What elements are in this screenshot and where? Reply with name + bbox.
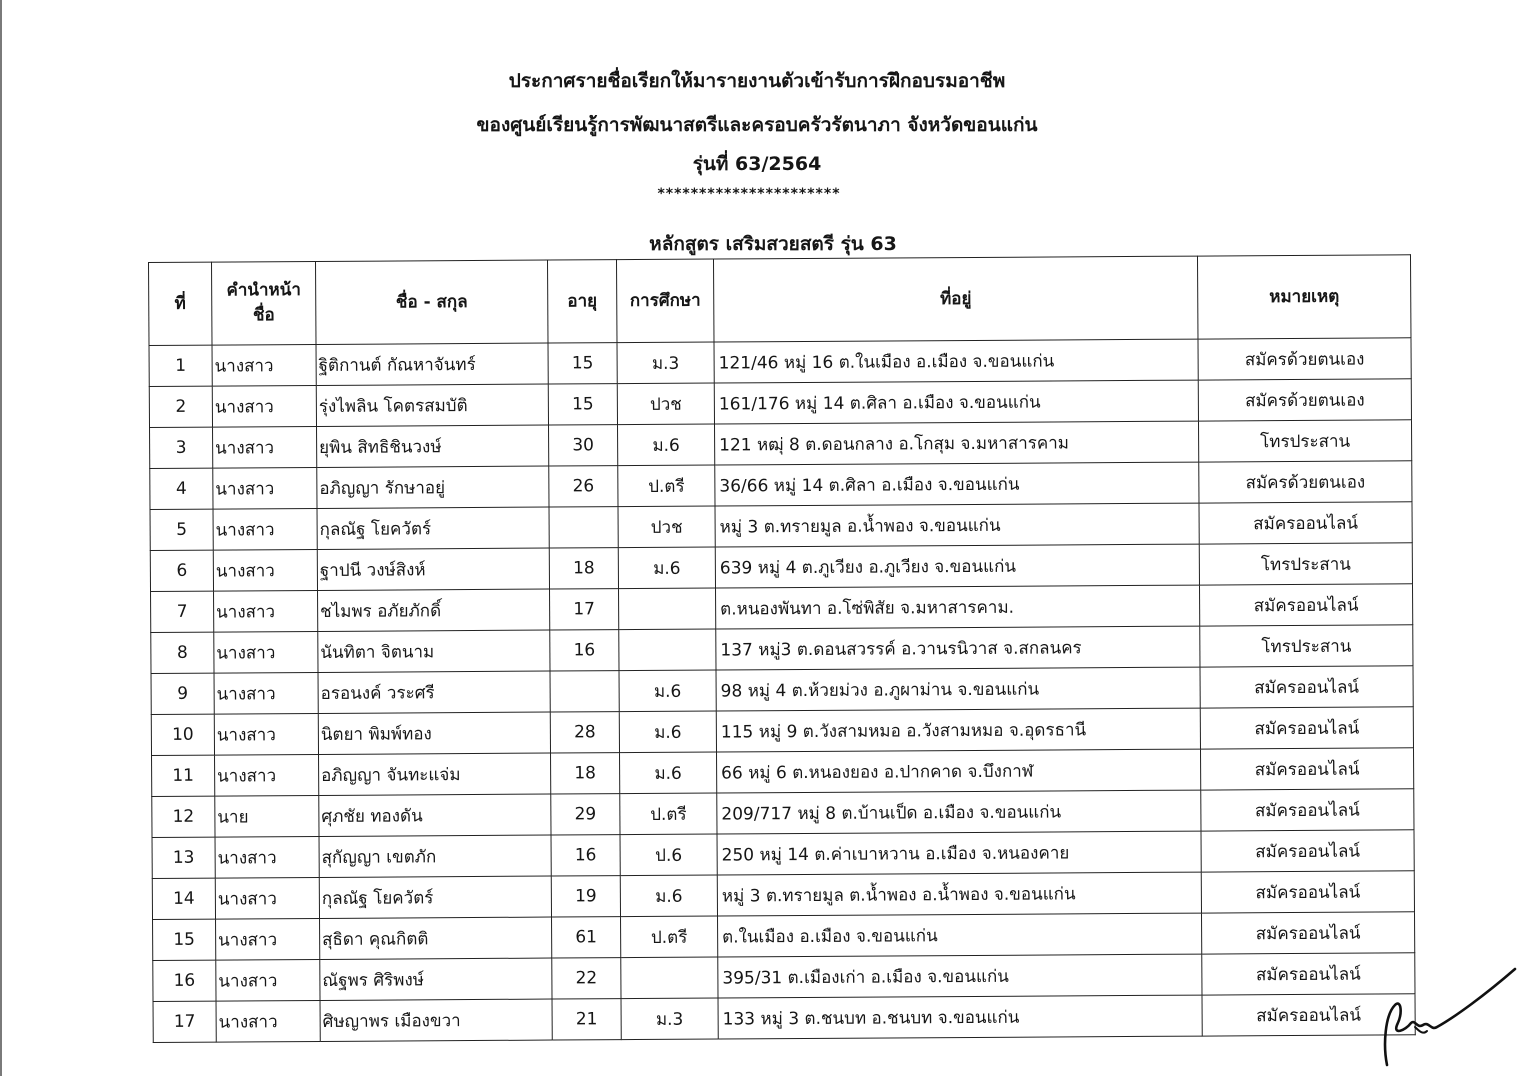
row-address: 209/717 หมู่ 8 ต.บ้านเป็ด อ.เมือง จ.ขอนแก่น bbox=[717, 790, 1201, 834]
row-number: 5 bbox=[150, 509, 213, 550]
row-age: 61 bbox=[552, 917, 621, 958]
row-note: สมัครออนไลน์ bbox=[1202, 994, 1415, 1036]
row-education bbox=[621, 957, 718, 999]
center-name: ของศูนย์เรียนรู้การพัฒนาสตรีและครอบครัวรัตนาภา จังหวัดขอนแก่น bbox=[476, 114, 1038, 136]
row-prefix: นางสาว bbox=[216, 918, 320, 960]
row-name: รุ่งไพลิน โคตรสมบัติ bbox=[316, 384, 548, 426]
row-address: 250 หมู่ 14 ต.ค่าเบาหวาน อ.เมือง จ.หนองคาย bbox=[717, 831, 1201, 875]
row-note: สมัครออนไลน์ bbox=[1200, 748, 1413, 790]
row-number: 3 bbox=[150, 427, 213, 468]
row-age: 15 bbox=[548, 343, 617, 384]
row-note: สมัครออนไลน์ bbox=[1202, 953, 1415, 995]
col-header-prefix-line1: คำนำหน้า bbox=[226, 280, 301, 301]
row-address: 98 หมู่ 4 ต.ห้วยม่วง อ.ภูผาม่าน จ.ขอนแก่น bbox=[716, 667, 1200, 711]
row-age: 17 bbox=[550, 589, 619, 630]
row-address: 115 หมู่ 9 ต.วังสามหมอ อ.วังสามหมอ จ.อุดรธานี bbox=[716, 708, 1200, 752]
row-note: สมัครออนไลน์ bbox=[1200, 707, 1413, 749]
row-note: สมัครด้วยตนเอง bbox=[1198, 379, 1411, 421]
row-number: 4 bbox=[150, 468, 213, 509]
row-age: 16 bbox=[550, 630, 619, 671]
row-address: 639 หมู่ 4 ต.ภูเวียง อ.ภูเวียง จ.ขอนแก่น bbox=[715, 544, 1199, 588]
row-number: 1 bbox=[149, 345, 212, 386]
row-name: ฐาปนี วงษ์สิงห์ bbox=[317, 548, 549, 590]
col-header-note: หมายเหตุ bbox=[1197, 255, 1411, 339]
row-address: 121 หฒุ่ 8 ต.ดอนกลาง อ.โกสุม จ.มหาสารคาม bbox=[715, 421, 1199, 465]
row-note: สมัครออนไลน์ bbox=[1201, 912, 1414, 954]
row-note: สมัครด้วยตนเอง bbox=[1198, 338, 1411, 380]
row-number: 11 bbox=[152, 755, 215, 796]
row-note: โทรประสาน bbox=[1198, 420, 1411, 462]
row-number: 9 bbox=[151, 673, 214, 714]
row-education: ปวช bbox=[617, 383, 714, 425]
row-number: 8 bbox=[151, 632, 214, 673]
row-name: ณัฐพร ศิริพงษ์ bbox=[320, 958, 552, 1000]
row-address: 66 หมู่ 6 ต.หนองยอง อ.ปากคาด จ.บึงกาฬ bbox=[717, 749, 1201, 793]
row-prefix: นางสาว bbox=[212, 344, 316, 386]
col-header-prefix bbox=[212, 261, 317, 345]
row-name: อรอนงค์ วระศรี bbox=[318, 671, 550, 713]
row-note: สมัครออนไลน์ bbox=[1201, 871, 1414, 913]
row-note: สมัครออนไลน์ bbox=[1199, 584, 1412, 626]
row-address: 137 หมู่3 ต.ดอนสวรรค์ อ.วานรนิวาส จ.สกลนคร bbox=[716, 626, 1200, 670]
row-education: ป.ตรี bbox=[621, 916, 718, 958]
row-prefix: นางสาว bbox=[214, 631, 318, 673]
row-number: 10 bbox=[151, 714, 214, 755]
row-age: 19 bbox=[551, 876, 620, 917]
batch-number: รุ่นที่ 63/2564 bbox=[692, 153, 822, 175]
row-education bbox=[619, 629, 716, 671]
row-education: ม.6 bbox=[618, 547, 715, 589]
row-number: 14 bbox=[152, 878, 215, 919]
row-age: 21 bbox=[552, 999, 621, 1040]
row-number: 6 bbox=[150, 550, 213, 591]
announcement-title: ประกาศรายชื่อเรียกให้มารายงานตัวเข้ารับการฝึกอบรมอาชีพ bbox=[508, 70, 1006, 92]
row-name: ศิษญาพร เมืองขวา bbox=[320, 999, 552, 1041]
row-age: 18 bbox=[551, 753, 620, 794]
row-name: ชไมพร อภัยภักดิ์ bbox=[318, 589, 550, 631]
col-header-prefix-line2: ชื่อ bbox=[252, 305, 275, 326]
row-address: 161/176 หมู่ 14 ต.ศิลา อ.เมือง จ.ขอนแก่น bbox=[714, 380, 1198, 424]
row-number: 15 bbox=[153, 919, 216, 960]
row-education: ป.6 bbox=[620, 834, 717, 876]
row-name: อภิญญา จันทะแจ่ม bbox=[319, 753, 551, 795]
row-name: สุธิดา คุณกิตติ bbox=[320, 917, 552, 959]
course-title: หลักสูตร เสริมสวยสตรี รุ่น 63 bbox=[649, 233, 897, 255]
row-address: หมู่ 3 ต.ทรายมูล อ.น้ำพอง จ.ขอนแก่น bbox=[715, 503, 1199, 547]
table-header-row bbox=[149, 255, 1411, 346]
row-note: สมัครออนไลน์ bbox=[1200, 666, 1413, 708]
row-address: 395/31 ต.เมืองเก่า อ.เมือง จ.ขอนแก่น bbox=[718, 954, 1202, 998]
table-row bbox=[153, 994, 1415, 1043]
separator-stars: ********************** bbox=[657, 186, 841, 202]
row-name: นันทิตา จิตนาม bbox=[318, 630, 550, 672]
col-header-no: ที่ bbox=[149, 262, 213, 345]
row-note: สมัครด้วยตนเอง bbox=[1199, 461, 1412, 503]
row-education: ม.3 bbox=[617, 342, 714, 384]
row-prefix: นางสาว bbox=[216, 959, 320, 1001]
row-education: ป.ตรี bbox=[618, 465, 715, 507]
row-address: 36/66 หมู่ 14 ต.ศิลา อ.เมือง จ.ขอนแก่น bbox=[715, 462, 1199, 506]
row-age: 22 bbox=[552, 958, 621, 999]
row-age: 15 bbox=[548, 384, 617, 425]
col-header-name: ชื่อ - สกุล bbox=[315, 260, 548, 344]
row-prefix: นางสาว bbox=[212, 385, 316, 427]
row-name: กุลณัฐ โยควัตร์ bbox=[319, 876, 551, 918]
row-age bbox=[549, 507, 618, 548]
row-prefix: นางสาว bbox=[214, 672, 318, 714]
row-education: ม.6 bbox=[619, 670, 716, 712]
row-education: ปวช bbox=[618, 506, 715, 548]
participant-table bbox=[148, 254, 1416, 1043]
row-prefix: นางสาว bbox=[213, 549, 317, 591]
row-education: ม.6 bbox=[620, 752, 717, 794]
row-name: ยุพิน สิทธิชินวงษ์ bbox=[317, 425, 549, 467]
row-number: 12 bbox=[152, 796, 215, 837]
row-note: สมัครออนไลน์ bbox=[1199, 502, 1412, 544]
row-age bbox=[550, 671, 619, 712]
row-address: 121/46 หมู่ 16 ต.ในเมือง อ.เมือง จ.ขอนแก่น bbox=[714, 339, 1198, 383]
row-prefix: นาย bbox=[215, 795, 319, 837]
row-number: 2 bbox=[149, 386, 212, 427]
row-prefix: นางสาว bbox=[213, 508, 317, 550]
col-header-age: อายุ bbox=[547, 260, 617, 343]
row-number: 13 bbox=[152, 837, 215, 878]
row-education: ม.6 bbox=[620, 875, 717, 917]
row-prefix: นางสาว bbox=[214, 590, 318, 632]
row-prefix: นางสาว bbox=[213, 467, 317, 509]
row-education: ป.ตรี bbox=[620, 793, 717, 835]
row-name: ฐิติกานต์ กัณหาจันทร์ bbox=[316, 343, 548, 385]
row-education: ม.3 bbox=[621, 998, 718, 1040]
row-name: อภิญญา รักษาอยู่ bbox=[317, 466, 549, 508]
row-age: 18 bbox=[549, 548, 618, 589]
row-note: โทรประสาน bbox=[1199, 543, 1412, 585]
row-education: ม.6 bbox=[618, 424, 715, 466]
row-note: สมัครออนไลน์ bbox=[1201, 789, 1414, 831]
row-prefix: นางสาว bbox=[215, 836, 319, 878]
row-prefix: นางสาว bbox=[213, 426, 317, 468]
row-age: 26 bbox=[549, 466, 618, 507]
row-prefix: นางสาว bbox=[215, 877, 319, 919]
row-address: หมู่ 3 ต.ทรายมูล ต.น้ำพอง อ.น้ำพอง จ.ขอนแก่น bbox=[717, 872, 1201, 916]
row-address: 133 หมู่ 3 ต.ชนบท อ.ชนบท จ.ขอนแก่น bbox=[718, 995, 1202, 1039]
row-note: สมัครออนไลน์ bbox=[1201, 830, 1414, 872]
row-name: กุลณัฐ โยควัตร์ bbox=[317, 507, 549, 549]
row-name: ศุภชัย ทองดัน bbox=[319, 794, 551, 836]
row-prefix: นางสาว bbox=[215, 754, 319, 796]
col-header-address: ที่อยู่ bbox=[713, 256, 1197, 342]
row-number: 16 bbox=[153, 960, 216, 1001]
row-note: โทรประสาน bbox=[1200, 625, 1413, 667]
row-age: 16 bbox=[551, 835, 620, 876]
table-body bbox=[149, 338, 1415, 1043]
row-prefix: นางสาว bbox=[214, 713, 318, 755]
row-name: สุกัญญา เขตภัก bbox=[319, 835, 551, 877]
row-education bbox=[619, 588, 716, 630]
row-number: 7 bbox=[151, 591, 214, 632]
row-age: 30 bbox=[549, 425, 618, 466]
signature bbox=[1375, 965, 1520, 1075]
row-age: 28 bbox=[550, 712, 619, 753]
row-number: 17 bbox=[153, 1001, 216, 1042]
row-address: ต.ในเมือง อ.เมือง จ.ขอนแก่น bbox=[718, 913, 1202, 957]
row-address: ต.หนองพันทา อ.โซ่พิสัย จ.มหาสารคาม. bbox=[716, 585, 1200, 629]
row-prefix: นางสาว bbox=[216, 1000, 320, 1042]
row-age: 29 bbox=[551, 794, 620, 835]
col-header-education: การศึกษา bbox=[616, 259, 714, 343]
row-name: นิตยา พิมพ์ทอง bbox=[318, 712, 550, 754]
row-education: ม.6 bbox=[619, 711, 716, 753]
